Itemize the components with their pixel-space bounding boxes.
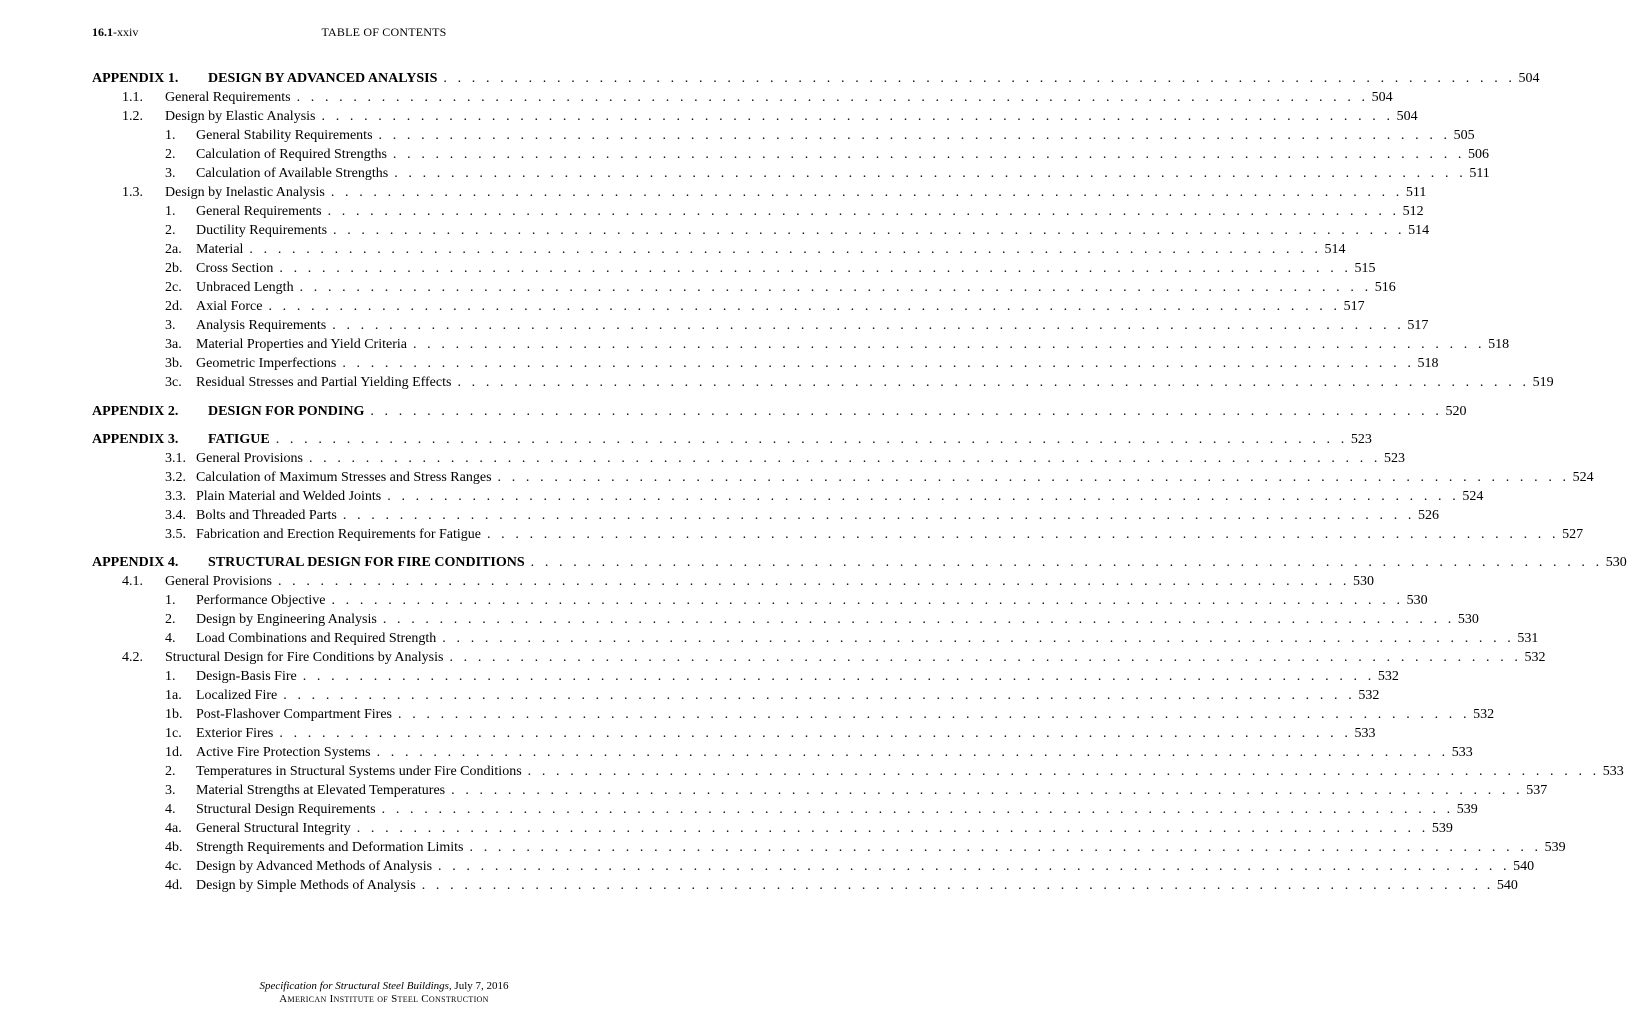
toc-entry-number: APPENDIX 3.	[92, 432, 179, 447]
toc-entry	[92, 89, 1393, 107]
dot-leader: . . . . . . . . . . . . . . . . . . . . . . . . . . . . . . . . . . . . . . . . . . . . . . . . . . . . . . . . . . . . . . . . . . . . . . . . . . . .	[381, 802, 1454, 817]
page-footer	[0, 980, 768, 1006]
toc-entry	[92, 687, 1380, 705]
dot-leader: . . . . . . . . . . . . . . . . . . . . . . . . . . . . . . . . . . . . . . . . . . . . . . . . . . . . . . . . . . . . . . . . . . . . . . . . . . . .	[327, 204, 1400, 219]
toc-entry-title: Cross Section	[196, 261, 274, 276]
toc-entry	[92, 127, 1475, 145]
toc-entry-line	[196, 146, 1490, 164]
toc-entry-page: 516	[1374, 280, 1396, 295]
toc-entry	[92, 573, 1375, 591]
toc-entry-number: 1.2.	[122, 109, 143, 124]
toc-entry	[92, 260, 1376, 278]
toc-entry-page: 504	[1396, 109, 1418, 124]
toc-entry-page: 539	[1431, 821, 1453, 836]
toc-entry	[92, 469, 1594, 487]
toc-entry-page: 526	[1418, 508, 1439, 523]
toc-entry-number: 3.4.	[165, 508, 186, 523]
toc-entry-line	[196, 279, 1396, 297]
toc-entry-title: FATIGUE	[208, 432, 270, 447]
toc-entry-page: 537	[1526, 783, 1548, 798]
toc-entry-number: 1.	[165, 593, 176, 608]
toc-entry-title: Residual Stresses and Partial Yielding Effects	[196, 375, 452, 390]
toc-entry-number: 4.1.	[122, 574, 143, 589]
toc-entry	[92, 820, 1453, 838]
toc-entry-line	[196, 801, 1478, 819]
toc-entry-page: 532	[1377, 669, 1399, 684]
toc-entry	[92, 317, 1429, 335]
toc-entry-page: 511	[1469, 166, 1490, 181]
toc-entry-line	[165, 89, 1393, 107]
toc-entry-page: 540	[1513, 859, 1535, 874]
toc-entry	[92, 668, 1399, 686]
toc-entry	[92, 554, 1627, 572]
toc-entry-title: Fabrication and Erection Requirements for Fatigue	[196, 527, 481, 542]
toc-entry-line	[196, 203, 1424, 221]
toc-entry-title: Design by Advanced Methods of Analysis	[196, 859, 433, 874]
toc-entry	[92, 450, 1406, 468]
toc-entry	[92, 649, 1546, 667]
toc-entry	[92, 431, 1372, 449]
toc-entry-line	[208, 70, 1540, 88]
toc-entry-page: 519	[1532, 375, 1554, 390]
dot-leader: . . . . . . . . . . . . . . . . . . . . . . . . . . . . . . . . . . . . . . . . . . . . . . . . . . . . . . . . . . . . . . . . . . . . . . . . . . . .	[370, 404, 1443, 419]
dot-leader: . . . . . . . . . . . . . . . . . . . . . . . . . . . . . . . . . . . . . . . . . . . . . . . . . . . . . . . . . . . . . . . . . . . . . . . . . . . .	[486, 527, 1560, 542]
dot-leader: . . . . . . . . . . . . . . . . . . . . . . . . . . . . . . . . . . . . . . . . . . . . . . . . . . . . . . . . . . . . . . . . . . . . . . . . . . . .	[378, 128, 1451, 143]
dot-leader: . . . . . . . . . . . . . . . . . . . . . . . . . . . . . . . . . . . . . . . . . . . . . . . . . . . . . . . . . . . . . . . . . . . . . . . . . . . .	[398, 707, 1471, 722]
toc-entry-number: 2c.	[165, 280, 182, 295]
page-header	[92, 25, 676, 43]
toc-entry-page: 524	[1462, 489, 1484, 504]
toc-entry-line	[165, 108, 1418, 126]
dot-leader: . . . . . . . . . . . . . . . . . . . . . . . . . . . . . . . . . . . . . . . . . . . . . . . . . . . . . . . . . . . . . . . . . . . . . . . . . . . .	[277, 574, 1351, 589]
toc-entry-line	[196, 687, 1380, 705]
toc-entry-title: General Provisions	[196, 451, 303, 466]
dot-leader: . . . . . . . . . . . . . . . . . . . . . . . . . . . . . . . . . . . . . . . . . . . . . . . . . . . . . . . . . . . . . . . . . . . . . . . . . . . .	[302, 669, 1375, 684]
toc-entry-number: APPENDIX 2.	[92, 404, 179, 419]
toc-entry-title: Material Strengths at Elevated Temperatures	[196, 783, 446, 798]
toc-entry-line	[196, 630, 1539, 648]
toc-entry-page: 531	[1517, 631, 1539, 646]
dot-leader: . . . . . . . . . . . . . . . . . . . . . . . . . . . . . . . . . . . . . . . . . . . . . . . . . . . . . . . . . . . . . . . . . . . . . . . . . . . .	[308, 451, 1382, 466]
dot-leader: . . . . . . . . . . . . . . . . . . . . . . . . . . . . . . . . . . . . . . . . . . . . . . . . . . . . . . . . . . . . . . . . . . . . . . . . . . . .	[497, 470, 1570, 485]
toc-entry-number: 3.1.	[165, 451, 186, 466]
toc-entry-page: 533	[1354, 726, 1376, 741]
toc-entry	[92, 184, 1427, 202]
toc-entry-page: 530	[1605, 555, 1627, 570]
toc-entry-line	[196, 725, 1376, 743]
toc-entry-number: 3.5.	[165, 527, 186, 542]
toc-entry	[92, 403, 1467, 421]
toc-entry-title: STRUCTURAL DESIGN FOR FIRE CONDITIONS	[208, 555, 525, 570]
dot-leader: . . . . . . . . . . . . . . . . . . . . . . . . . . . . . . . . . . . . . . . . . . . . . . . . . . . . . . . . . . . . . . . . . . . . . . . . . . . .	[268, 299, 1341, 314]
toc-entry	[92, 877, 1518, 895]
toc-entry-line	[196, 241, 1346, 259]
toc-entry-title: Unbraced Length	[196, 280, 294, 295]
toc-entry-page: 517	[1343, 299, 1365, 314]
toc-entry-page: 512	[1402, 204, 1424, 219]
toc-entry-page: 539	[1544, 840, 1566, 855]
toc-entry-line	[196, 782, 1548, 800]
toc-entry-page: 527	[1562, 527, 1584, 542]
toc-entry-number: 3a.	[165, 337, 182, 352]
toc-entry-title: Active Fire Protection Systems	[196, 745, 371, 760]
toc-entry-title: Ductility Requirements	[196, 223, 328, 238]
dot-leader: . . . . . . . . . . . . . . . . . . . . . . . . . . . . . . . . . . . . . . . . . . . . . . . . . . . . . . . . . . . . . . . . . . . . . . . . . . . .	[299, 280, 1372, 295]
running-title: TABLE OF CONTENTS	[321, 25, 447, 39]
dot-leader: . . . . . . . . . . . . . . . . . . . . . . . . . . . . . . . . . . . . . . . . . . . . . . . . . . . . . . . . . . . . . . . . . . . . . . . . . . . .	[333, 223, 1406, 238]
toc-entry-line	[208, 431, 1372, 449]
page-number-suffix: -xxiv	[113, 25, 139, 39]
toc-entry-line	[208, 554, 1627, 572]
toc-entry-line	[196, 317, 1429, 335]
dot-leader: . . . . . . . . . . . . . . . . . . . . . . . . . . . . . . . . . . . . . . . . . . . . . . . . . . . . . . . . . . . . . . . . . . . . . . . . . . . .	[438, 859, 1511, 874]
toc-entry-line	[196, 592, 1428, 610]
toc-entry-page: 518	[1488, 337, 1510, 352]
toc-entry	[92, 592, 1428, 610]
toc-entry-number: 4.	[165, 802, 176, 817]
toc-entry-page: 520	[1445, 404, 1467, 419]
toc-entry	[92, 507, 1439, 525]
toc-entry-title: Temperatures in Structural Systems under Fire Conditions	[196, 764, 522, 779]
toc-entry-title: Structural Design for Fire Conditions by Analysis	[165, 650, 444, 665]
toc-entry-line	[196, 222, 1430, 240]
toc-entry-title: Calculation of Maximum Stresses and Stress Ranges	[196, 470, 492, 485]
toc-entry-title: General Requirements	[165, 90, 291, 105]
toc-entry-number: 1.3.	[122, 185, 143, 200]
toc-entry	[92, 241, 1346, 259]
toc-entry-title: Calculation of Available Strengths	[196, 166, 389, 181]
toc-entry-title: Bolts and Threaded Parts	[196, 508, 337, 523]
dot-leader: . . . . . . . . . . . . . . . . . . . . . . . . . . . . . . . . . . . . . . . . . . . . . . . . . . . . . . . . . . . . . . . . . . . . . . . . . . . .	[469, 840, 1542, 855]
toc-entry	[92, 355, 1439, 373]
toc-entry-page: 524	[1572, 470, 1594, 485]
toc-entry-title: Design by Elastic Analysis	[165, 109, 316, 124]
toc-entry-page: 511	[1405, 185, 1427, 200]
toc-entry-page: 504	[1518, 71, 1540, 86]
toc-entry-page: 517	[1407, 318, 1429, 333]
toc-entry-line	[196, 611, 1479, 629]
dot-leader: . . . . . . . . . . . . . . . . . . . . . . . . . . . . . . . . . . . . . . . . . . . . . . . . . . . . . . . . . . . . . . . . . . . . . . . . . . . .	[394, 166, 1467, 181]
toc-entry-title: Material Properties and Yield Criteria	[196, 337, 407, 352]
toc-entry-line	[196, 526, 1584, 544]
toc-entry-number: 4c.	[165, 859, 182, 874]
toc-entry	[92, 782, 1548, 800]
toc-entry-title: Design-Basis Fire	[196, 669, 297, 684]
toc-entry-page: 532	[1358, 688, 1380, 703]
toc-entry-number: 3.3.	[165, 489, 186, 504]
toc-entry-line	[196, 507, 1439, 525]
footer-publication	[0, 980, 768, 993]
toc-entry-line	[196, 488, 1484, 506]
toc-entry-page: 523	[1350, 432, 1372, 447]
toc-entry-number: 1a.	[165, 688, 182, 703]
toc-entry-line	[196, 336, 1510, 354]
toc-entry-number: 2.	[165, 223, 176, 238]
toc-entry-number: 1d.	[165, 745, 183, 760]
toc-entry	[92, 70, 1540, 88]
toc-entry-line	[196, 469, 1594, 487]
toc-entry	[92, 858, 1535, 876]
toc-entry-page: 515	[1354, 261, 1376, 276]
toc-entry-page: 514	[1408, 223, 1430, 238]
toc-entry-number: 1.	[165, 204, 176, 219]
toc-entry-number: 1.	[165, 128, 176, 143]
toc-entry-line	[196, 763, 1624, 781]
toc-entry	[92, 744, 1473, 762]
toc-entry-line	[196, 744, 1473, 762]
dot-leader: . . . . . . . . . . . . . . . . . . . . . . . . . . . . . . . . . . . . . . . . . . . . . . . . . . . . . . . . . . . . . . . . . . . . . . . . . . . .	[449, 650, 1522, 665]
toc-entry	[92, 279, 1396, 297]
toc-entry-line	[208, 403, 1467, 421]
dot-leader: . . . . . . . . . . . . . . . . . . . . . . . . . . . . . . . . . . . . . . . . . . . . . . . . . . . . . . . . . . . . . . . . . . . . . . . . . . . .	[331, 593, 1404, 608]
toc-entry-number: APPENDIX 4.	[92, 555, 179, 570]
toc-entry-page: 504	[1371, 90, 1393, 105]
toc-entry-number: 3.	[165, 318, 176, 333]
toc-entry-number: 3.2.	[165, 470, 186, 485]
toc-entry-title: Analysis Requirements	[196, 318, 327, 333]
dot-leader: . . . . . . . . . . . . . . . . . . . . . . . . . . . . . . . . . . . . . . . . . . . . . . . . . . . . . . . . . . . . . . . . . . . . . . . . . . . .	[283, 688, 1356, 703]
toc-entry-number: 4d.	[165, 878, 183, 893]
toc-entry-page: 532	[1524, 650, 1546, 665]
dot-leader: . . . . . . . . . . . . . . . . . . . . . . . . . . . . . . . . . . . . . . . . . . . . . . . . . . . . . . . . . . . . . . . . . . . . . . . . . . . .	[332, 318, 1405, 333]
toc-entry-line	[196, 706, 1495, 724]
toc-entry-title: Design by Engineering Analysis	[196, 612, 377, 627]
toc-entry-number: 2a.	[165, 242, 182, 257]
toc-entry-title: Design by Simple Methods of Analysis	[196, 878, 416, 893]
dot-leader: . . . . . . . . . . . . . . . . . . . . . . . . . . . . . . . . . . . . . . . . . . . . . . . . . . . . . . . . . . . . . . . . . . . . . . . . . . . .	[342, 508, 1415, 523]
page-number-chapter: 16.1	[92, 25, 113, 39]
toc-entry-line	[165, 649, 1546, 667]
toc-entry	[92, 108, 1418, 126]
dot-leader: . . . . . . . . . . . . . . . . . . . . . . . . . . . . . . . . . . . . . . . . . . . . . . . . . . . . . . . . . . . . . . . . . . . . . . . . . . . .	[442, 631, 1515, 646]
toc-entry-number: 1.1.	[122, 90, 143, 105]
dot-leader: . . . . . . . . . . . . . . . . . . . . . . . . . . . . . . . . . . . . . . . . . . . . . . . . . . . . . . . . . . . . . . . . . . . . . . . . . . . .	[527, 764, 1600, 779]
toc-entry	[92, 801, 1478, 819]
dot-leader: . . . . . . . . . . . . . . . . . . . . . . . . . . . . . . . . . . . . . . . . . . . . . . . . . . . . . . . . . . . . . . . . . . . . . . . . . . . .	[275, 432, 1348, 447]
dot-leader: . . . . . . . . . . . . . . . . . . . . . . . . . . . . . . . . . . . . . . . . . . . . . . . . . . . . . . . . . . . . . . . . . . . . . . . . . . . .	[296, 90, 1369, 105]
toc-entry-page: 532	[1473, 707, 1495, 722]
toc-entry-number: 1b.	[165, 707, 183, 722]
toc-entry-number: 4b.	[165, 840, 183, 855]
footer-publication-date: July 7, 2016	[451, 980, 509, 992]
toc-entry-page: 505	[1453, 128, 1475, 143]
toc-entry-title: General Stability Requirements	[196, 128, 373, 143]
toc-entry	[92, 526, 1584, 544]
toc-entry-page: 530	[1457, 612, 1479, 627]
dot-leader: . . . . . . . . . . . . . . . . . . . . . . . . . . . . . . . . . . . . . . . . . . . . . . . . . . . . . . . . . . . . . . . . . . . . . . . . . . . .	[412, 337, 1486, 352]
toc-entry-number: 1.	[165, 669, 176, 684]
dot-leader: . . . . . . . . . . . . . . . . . . . . . . . . . . . . . . . . . . . . . . . . . . . . . . . . . . . . . . . . . . . . . . . . . . . . . . . . . . . .	[279, 261, 1352, 276]
toc-entry	[92, 763, 1624, 781]
toc-entry-title: Localized Fire	[196, 688, 278, 703]
toc-entry-line	[196, 260, 1376, 278]
toc-entry-number: 1c.	[165, 726, 182, 741]
footer-publication-title: Specification for Structural Steel Buildings,	[259, 980, 452, 992]
toc-entry	[92, 630, 1539, 648]
toc-entry-title: Geometric Imperfections	[196, 356, 337, 371]
dot-leader: . . . . . . . . . . . . . . . . . . . . . . . . . . . . . . . . . . . . . . . . . . . . . . . . . . . . . . . . . . . . . . . . . . . . . . . . . . . .	[382, 612, 1455, 627]
dot-leader: . . . . . . . . . . . . . . . . . . . . . . . . . . . . . . . . . . . . . . . . . . . . . . . . . . . . . . . . . . . . . . . . . . . . . . . . . . . .	[356, 821, 1429, 836]
toc-entry-line	[196, 877, 1518, 895]
toc-entry-line	[196, 165, 1490, 183]
toc-entry-number: 3.	[165, 783, 176, 798]
toc-entry	[92, 611, 1479, 629]
toc-entry-line	[165, 184, 1427, 202]
toc-entry-title: Exterior Fires	[196, 726, 274, 741]
toc-entry	[92, 222, 1430, 240]
toc-entry	[92, 706, 1495, 724]
dot-leader: . . . . . . . . . . . . . . . . . . . . . . . . . . . . . . . . . . . . . . . . . . . . . . . . . . . . . . . . . . . . . . . . . . . . . . . . . . . .	[457, 375, 1530, 390]
toc-entry-title: Structural Design Requirements	[196, 802, 376, 817]
dot-leader: . . . . . . . . . . . . . . . . . . . . . . . . . . . . . . . . . . . . . . . . . . . . . . . . . . . . . . . . . . . . . . . . . . . . . . . . . . . .	[330, 185, 1403, 200]
dot-leader: . . . . . . . . . . . . . . . . . . . . . . . . . . . . . . . . . . . . . . . . . . . . . . . . . . . . . . . . . . . . . . . . . . . . . . . . . . . .	[421, 878, 1494, 893]
toc-entry-number: 3.	[165, 166, 176, 181]
toc-entry-page: 523	[1384, 451, 1406, 466]
toc-entry-number: 2d.	[165, 299, 183, 314]
toc-entry	[92, 839, 1566, 857]
toc-entry-line	[196, 858, 1535, 876]
dot-leader: . . . . . . . . . . . . . . . . . . . . . . . . . . . . . . . . . . . . . . . . . . . . . . . . . . . . . . . . . . . . . . . . . . . . . . . . . . . .	[279, 726, 1352, 741]
toc-entry	[92, 203, 1424, 221]
dot-leader: . . . . . . . . . . . . . . . . . . . . . . . . . . . . . . . . . . . . . . . . . . . . . . . . . . . . . . . . . . . . . . . . . . . . . . . . . . . .	[249, 242, 1322, 257]
toc-entry-page: 533	[1451, 745, 1473, 760]
dot-leader: . . . . . . . . . . . . . . . . . . . . . . . . . . . . . . . . . . . . . . . . . . . . . . . . . . . . . . . . . . . . . . . . . . . . . . . . . . . .	[387, 489, 1460, 504]
toc-entry-line	[165, 573, 1375, 591]
toc-entry-line	[196, 355, 1439, 373]
toc-entry-title: Load Combinations and Required Strength	[196, 631, 437, 646]
toc-entry-title: Post-Flashover Compartment Fires	[196, 707, 392, 722]
toc-entry-line	[196, 668, 1399, 686]
toc-entry-number: 4.2.	[122, 650, 143, 665]
dot-leader: . . . . . . . . . . . . . . . . . . . . . . . . . . . . . . . . . . . . . . . . . . . . . . . . . . . . . . . . . . . . . . . . . . . . . . . . . . . .	[443, 71, 1516, 86]
dot-leader: . . . . . . . . . . . . . . . . . . . . . . . . . . . . . . . . . . . . . . . . . . . . . . . . . . . . . . . . . . . . . . . . . . . . . . . . . . . .	[321, 109, 1394, 124]
toc-entry	[92, 336, 1510, 354]
dot-leader: . . . . . . . . . . . . . . . . . . . . . . . . . . . . . . . . . . . . . . . . . . . . . . . . . . . . . . . . . . . . . . . . . . . . . . . . . . . .	[376, 745, 1449, 760]
toc-entry-title: Performance Objective	[196, 593, 326, 608]
toc-entry	[92, 298, 1365, 316]
toc-entry-number: 4.	[165, 631, 176, 646]
toc-entry	[92, 488, 1484, 506]
toc-entry-line	[196, 450, 1406, 468]
toc-entry-number: APPENDIX 1.	[92, 71, 179, 86]
toc-entry-page: 533	[1602, 764, 1624, 779]
toc-entry-title: General Provisions	[165, 574, 272, 589]
toc-entry-line	[196, 298, 1365, 316]
toc-entry	[92, 374, 1554, 392]
toc-entry-page: 540	[1496, 878, 1518, 893]
toc-entry-title: Plain Material and Welded Joints	[196, 489, 382, 504]
toc-entry-title: Axial Force	[196, 299, 263, 314]
dot-leader: . . . . . . . . . . . . . . . . . . . . . . . . . . . . . . . . . . . . . . . . . . . . . . . . . . . . . . . . . . . . . . . . . . . . . . . . . . . .	[451, 783, 1524, 798]
toc-entry-line	[196, 820, 1453, 838]
toc-entry-title: General Structural Integrity	[196, 821, 351, 836]
toc-entry-title: Design by Inelastic Analysis	[165, 185, 325, 200]
toc-entry-title: Material	[196, 242, 244, 257]
toc-entry-number: 3c.	[165, 375, 182, 390]
toc-entry-title: General Requirements	[196, 204, 322, 219]
footer-publisher: American Institute of Steel Construction	[279, 993, 489, 1005]
toc-entry-number: 2b.	[165, 261, 183, 276]
toc-entry-title: DESIGN BY ADVANCED ANALYSIS	[208, 71, 438, 86]
toc-entry-page: 539	[1456, 802, 1478, 817]
toc-entry-page: 530	[1406, 593, 1428, 608]
dot-leader: . . . . . . . . . . . . . . . . . . . . . . . . . . . . . . . . . . . . . . . . . . . . . . . . . . . . . . . . . . . . . . . . . . . . . . . . . . . .	[530, 555, 1603, 570]
toc-entry-title: DESIGN FOR PONDING	[208, 404, 365, 419]
toc-entry-line	[196, 374, 1554, 392]
toc-entry	[92, 725, 1376, 743]
toc-entry-page: 530	[1353, 574, 1375, 589]
toc-entry-page: 518	[1417, 356, 1439, 371]
toc-entry-line	[196, 839, 1566, 857]
toc-entry-number: 2.	[165, 147, 176, 162]
dot-leader: . . . . . . . . . . . . . . . . . . . . . . . . . . . . . . . . . . . . . . . . . . . . . . . . . . . . . . . . . . . . . . . . . . . . . . . . . . . .	[342, 356, 1415, 371]
toc-entry-title: Calculation of Required Strengths	[196, 147, 387, 162]
toc-entry-number: 4a.	[165, 821, 182, 836]
toc-entry-title: Strength Requirements and Deformation Limits	[196, 840, 464, 855]
toc-entry-page: 514	[1324, 242, 1346, 257]
toc-entry	[92, 165, 1490, 183]
toc-entry-number: 3b.	[165, 356, 183, 371]
toc-entry-line	[196, 127, 1475, 145]
toc-entry-number: 2.	[165, 612, 176, 627]
toc-entry-number: 2.	[165, 764, 176, 779]
dot-leader: . . . . . . . . . . . . . . . . . . . . . . . . . . . . . . . . . . . . . . . . . . . . . . . . . . . . . . . . . . . . . . . . . . . . . . . . . . . .	[392, 147, 1466, 162]
toc-entry	[92, 146, 1490, 164]
toc-entry-page: 506	[1468, 147, 1490, 162]
